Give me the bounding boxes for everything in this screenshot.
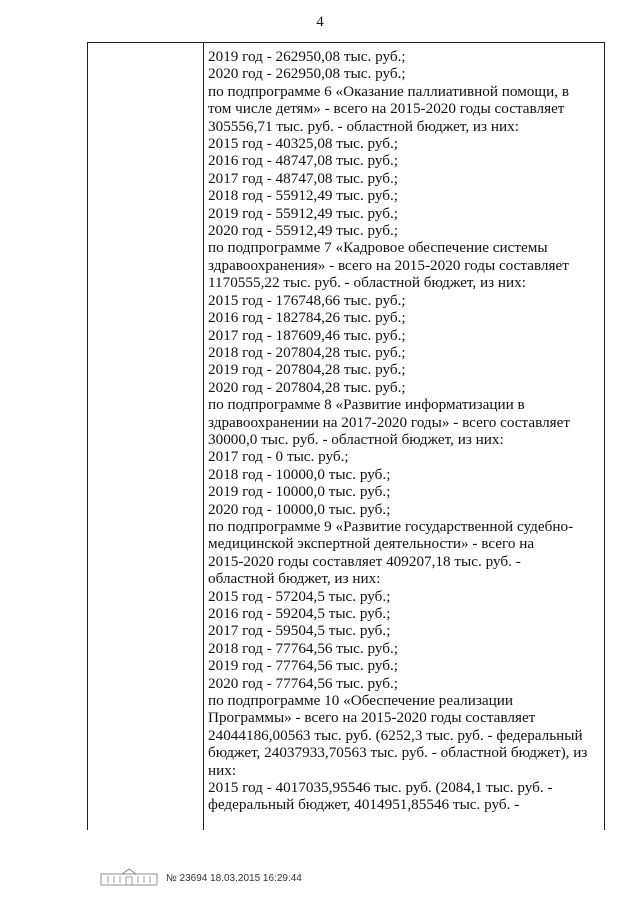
text-line: 2018 год - 207804,28 тыс. руб.; — [208, 343, 406, 361]
text-line: здравоохранения» - всего на 2015-2020 годы составляет — [208, 256, 569, 274]
text-line: бюджет, 24037933,70563 тыс. руб. - областной бюджет), из — [208, 744, 588, 762]
text-line: здравоохранении на 2017-2020 годы» - всего составляет — [208, 413, 571, 431]
text-line: по подпрограмме 7 «Кадровое обеспечение системы — [208, 239, 548, 257]
text-line: том числе детям» - всего на 2015-2020 годы составляет — [208, 100, 565, 118]
text-line: 2015 год - 57204,5 тыс. руб.; — [208, 587, 391, 605]
text-line: областной бюджет, из них: — [208, 570, 381, 588]
text-line: 1170555,22 тыс. руб. - областной бюджет, из них: — [208, 274, 526, 292]
text-line: 2019 год - 10000,0 тыс. руб.; — [208, 483, 391, 501]
text-line: медицинской экспертной деятельности» - всего на — [208, 535, 535, 553]
text-line: 2019 год - 55912,49 тыс. руб.; — [208, 204, 399, 222]
text-line: 2019 год - 207804,28 тыс. руб.; — [208, 361, 406, 379]
text-line: по подпрограмме 8 «Развитие информатизации в — [208, 396, 525, 414]
text-line: 2019 год - 262950,08 тыс. руб.; — [208, 48, 406, 65]
text-line: по подпрограмме 6 «Оказание паллиативной помощи, в — [208, 82, 569, 100]
text-line: 2015-2020 годы составляет 409207,18 тыс. руб. - — [208, 552, 521, 570]
text-line: 305556,71 тыс. руб. - областной бюджет, из них: — [208, 117, 519, 135]
table-cell-text — [208, 48, 600, 814]
text-line: по подпрограмме 9 «Развитие государственной судебно- — [208, 517, 574, 535]
document-registration-stamp: № 23694 18.03.2015 16:29:44 — [166, 872, 302, 884]
building-seal-icon — [100, 868, 158, 888]
text-line: 2018 год - 55912,49 тыс. руб.; — [208, 187, 399, 205]
text-line: 2017 год - 48747,08 тыс. руб.; — [208, 169, 399, 187]
text-line: 2020 год - 55912,49 тыс. руб.; — [208, 222, 399, 240]
text-line: 24044186,00563 тыс. руб. (6252,3 тыс. руб. - федеральный — [208, 726, 583, 744]
text-line: 2020 год - 262950,08 тыс. руб.; — [208, 65, 406, 83]
text-line: 2018 год - 77764,56 тыс. руб.; — [208, 639, 399, 657]
text-line: федеральный бюджет, 4014951,85546 тыс. руб. - — [208, 796, 520, 814]
document-footer — [100, 868, 302, 888]
column-divider — [203, 43, 204, 830]
text-line: 2019 год - 77764,56 тыс. руб.; — [208, 657, 399, 675]
text-line: 2017 год - 59504,5 тыс. руб.; — [208, 622, 391, 640]
text-line: 2020 год - 77764,56 тыс. руб.; — [208, 674, 399, 692]
text-line: 2016 год - 182784,26 тыс. руб.; — [208, 309, 406, 327]
page-number: 4 — [316, 14, 324, 30]
text-line: 2015 год - 40325,08 тыс. руб.; — [208, 135, 399, 153]
text-line: 2018 год - 10000,0 тыс. руб.; — [208, 465, 391, 483]
text-line: 2020 год - 10000,0 тыс. руб.; — [208, 500, 391, 518]
text-line: по подпрограмме 10 «Обеспечение реализации — [208, 692, 513, 710]
text-line: 2016 год - 48747,08 тыс. руб.; — [208, 152, 399, 170]
text-line: 2015 год - 4017035,95546 тыс. руб. (2084,1 тыс. руб. - — [208, 779, 553, 797]
text-line: 2016 год - 59204,5 тыс. руб.; — [208, 605, 391, 622]
text-line: Программы» - всего на 2015-2020 годы составляет — [208, 709, 536, 727]
document-table — [87, 42, 605, 830]
text-line: 2020 год - 207804,28 тыс. руб.; — [208, 378, 406, 396]
text-line: 2015 год - 176748,66 тыс. руб.; — [208, 291, 406, 309]
text-line: 2017 год - 187609,46 тыс. руб.; — [208, 326, 406, 344]
text-line: них: — [208, 761, 237, 779]
text-line: 30000,0 тыс. руб. - областной бюджет, из них: — [208, 430, 504, 448]
text-line: 2017 год - 0 тыс. руб.; — [208, 448, 349, 466]
